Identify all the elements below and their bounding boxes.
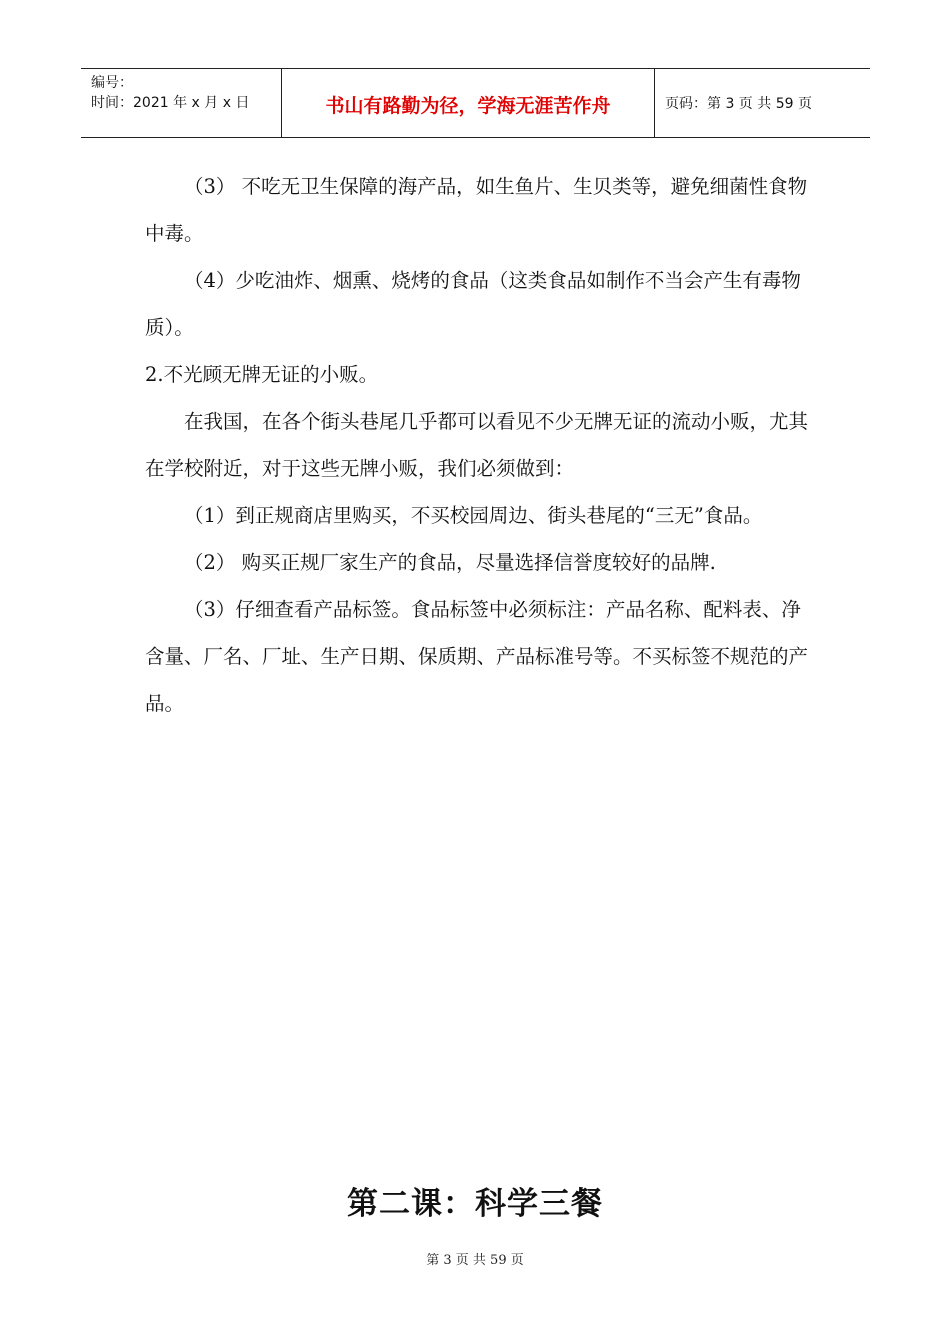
paragraph-2: （4）少吃油炸、烟熏、烧烤的食品（这类食品如制作不当会产生有毒物质）。 [145, 269, 801, 339]
header-meta [81, 69, 282, 137]
time-label: 时间：2021 年 x 月 x 日 [91, 95, 250, 111]
number-label: 编号： [91, 75, 133, 91]
paragraph-6: （2） 购买正规厂家生产的食品，尽量选择信誉度较好的品牌. [184, 551, 716, 574]
page-footer: 第 3 页 共 59 页 [426, 1253, 524, 1268]
header-motto: 书山有路勤为径，学海无涯苦作舟 [282, 69, 655, 137]
lesson-title: 第二课：科学三餐 [347, 1186, 603, 1222]
paragraph-4: 在我国，在各个街头巷尾几乎都可以看见不少无牌无证的流动小贩，尤其在学校附近，对于这些无牌小贩，我们必须做到： [145, 410, 809, 480]
paragraph-7: （3）仔细查看产品标签。食品标签中必须标注：产品名称、配料表、净含量、厂名、厂址、生产日期、保质期、产品标准号等。不买标签不规范的产品。 [145, 598, 809, 715]
paragraph-3: 2.不光顾无牌无证的小贩。 [145, 363, 379, 386]
header-page-code: 页码：第 3 页 共 59 页 [665, 96, 812, 112]
paragraph-1: （3） 不吃无卫生保障的海产品，如生鱼片、生贝类等，避免细菌性食物中毒。 [145, 175, 808, 245]
page-header [81, 68, 870, 138]
paragraph-5: （1）到正规商店里购买，不买校园周边、街头巷尾的“三无”食品。 [184, 504, 763, 527]
document-body [145, 163, 810, 727]
